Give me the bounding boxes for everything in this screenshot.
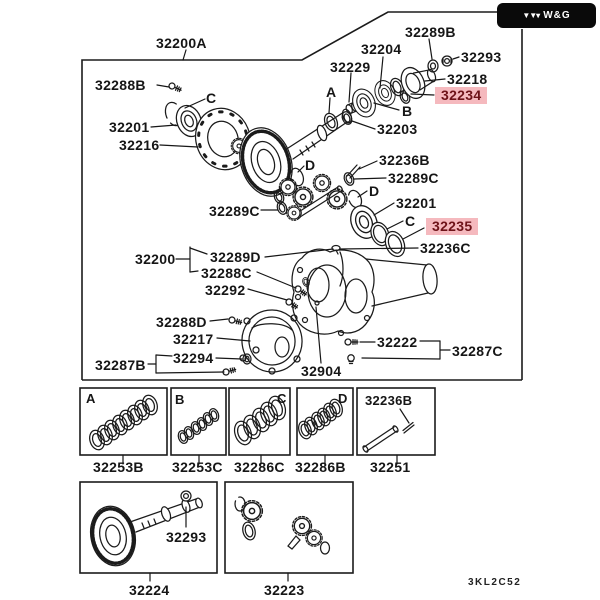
- brand-logo-text: W&G: [543, 10, 571, 21]
- gear-set-32223-drawing: [235, 497, 330, 554]
- refbox-a-part: 32253B: [93, 459, 144, 475]
- callout-32288c: 32288C: [201, 265, 252, 281]
- callout-32201-left: 32201: [109, 119, 150, 135]
- carrier-housing-drawing: [292, 246, 438, 336]
- callout-assembly-32200a: 32200A: [156, 35, 207, 51]
- callout-32293-top: 32293: [461, 49, 502, 65]
- drive-pinion-shaft-drawing: [285, 108, 353, 159]
- brand-logo-glyphs: ▼▼▾: [522, 11, 540, 20]
- callout-32236c: 32236C: [420, 240, 471, 256]
- spacer-set-b-drawing: [177, 407, 221, 444]
- callout-32289d: 32289D: [210, 249, 261, 265]
- view-letter-b: B: [402, 103, 413, 119]
- stud-32222-drawing: [348, 355, 354, 364]
- refbox-e-inner-label: 32236B: [365, 393, 413, 408]
- view-letter-c-mid: C: [405, 213, 416, 229]
- nut-32293-drawing: [442, 56, 452, 66]
- view-letter-c-top: C: [206, 90, 217, 106]
- callout-32203: 32203: [377, 121, 418, 137]
- pin-32236b-drawing: [347, 165, 360, 178]
- callout-32235-highlighted: 32235: [426, 218, 478, 235]
- bolt-32287b-drawing: [222, 367, 236, 376]
- view-letter-a: A: [326, 84, 337, 100]
- callout-32289b: 32289B: [405, 24, 456, 40]
- refbox-d-part: 32286B: [295, 459, 346, 475]
- callout-32289c-right: 32289C: [388, 170, 439, 186]
- callout-32201-right: 32201: [396, 195, 437, 211]
- refbox-e-part: 32251: [370, 459, 411, 475]
- callout-32204: 32204: [361, 41, 402, 57]
- refbox-c-letter: C: [277, 391, 287, 406]
- callout-32200: 32200: [135, 251, 176, 267]
- view-letter-d-left: D: [305, 157, 316, 173]
- callout-32287c: 32287C: [452, 343, 503, 359]
- washer-32289b-drawing: [428, 60, 438, 72]
- view-letter-d-right: D: [369, 183, 380, 199]
- refbox-d-letter: D: [338, 391, 348, 406]
- refbox-c-part: 32286C: [234, 459, 285, 475]
- callout-32287b: 32287B: [95, 357, 146, 373]
- detailbox-2-part: 32223: [264, 582, 305, 598]
- bolt-32222-drawing: [345, 339, 358, 345]
- bolt-32288d-drawing: [228, 316, 242, 325]
- callout-32236b: 32236B: [379, 152, 430, 168]
- callout-32222: 32222: [377, 334, 418, 350]
- refbox-b-part: 32253C: [172, 459, 223, 475]
- callout-32288d: 32288D: [156, 314, 207, 330]
- spacer-set-a-drawing: [87, 393, 159, 451]
- detailbox-1-inner-label: 32293: [166, 529, 207, 545]
- refbox-b-letter: B: [175, 392, 185, 407]
- callout-32289c-left: 32289C: [209, 203, 260, 219]
- bolt-32288b-drawing: [168, 82, 182, 93]
- callout-32234-highlighted: 32234: [435, 87, 487, 104]
- pin-set-32251-drawing: [362, 423, 414, 454]
- callout-32216: 32216: [119, 137, 160, 153]
- brand-logo: [497, 3, 596, 28]
- diagram-code: 3KL2C52: [468, 577, 522, 588]
- callout-32292: 32292: [205, 282, 246, 298]
- refbox-a-letter: A: [86, 391, 96, 406]
- callout-32218: 32218: [447, 71, 488, 87]
- callout-32217: 32217: [173, 331, 214, 347]
- callout-32288b: 32288B: [95, 77, 146, 93]
- callout-32229: 32229: [330, 59, 371, 75]
- detailbox-1-part: 32224: [129, 582, 170, 598]
- callout-32294: 32294: [173, 350, 214, 366]
- callout-32904: 32904: [301, 363, 342, 379]
